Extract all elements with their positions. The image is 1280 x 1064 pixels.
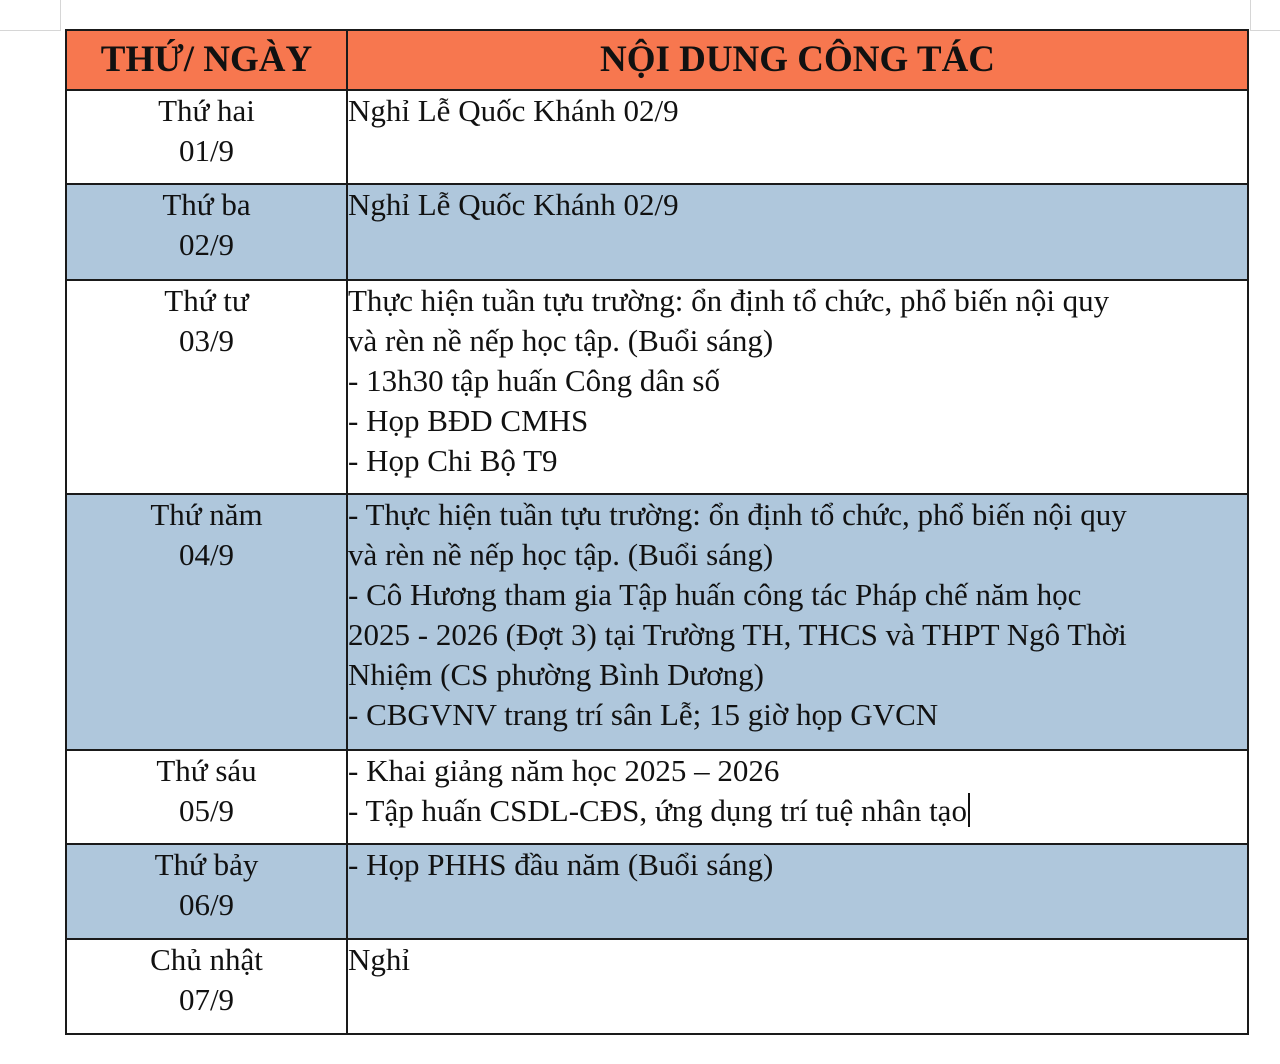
content-line: Nghỉ bbox=[348, 942, 410, 977]
day-cell[interactable] bbox=[66, 184, 347, 280]
day-cell[interactable] bbox=[66, 90, 347, 184]
date-label: 04/9 bbox=[178, 537, 235, 572]
date-label: 05/9 bbox=[178, 793, 235, 828]
content-line: và rèn nề nếp học tập. (Buổi sáng) bbox=[348, 537, 774, 572]
content-line: Nhiệm (CS phường Bình Dương) bbox=[348, 657, 765, 692]
weekday-label: Thứ sáu bbox=[156, 753, 257, 788]
date-label: 03/9 bbox=[178, 323, 235, 358]
content-line: - Khai giảng năm học 2025 – 2026 bbox=[348, 753, 780, 788]
table-header-row bbox=[66, 30, 1248, 90]
content-cell[interactable] bbox=[347, 280, 1248, 494]
content-line: - Cô Hương tham gia Tập huấn công tác Pháp chế năm học bbox=[348, 577, 1082, 612]
day-cell[interactable] bbox=[66, 939, 347, 1034]
content-line: - Họp PHHS đầu năm (Buổi sáng) bbox=[348, 847, 774, 882]
day-cell[interactable] bbox=[66, 280, 347, 494]
content-line: - Họp Chi Bộ T9 bbox=[348, 443, 558, 478]
content-cell[interactable] bbox=[347, 750, 1248, 844]
page-margin-guide-right bbox=[1250, 0, 1280, 31]
weekday-label: Chủ nhật bbox=[150, 942, 263, 977]
content-line: - Họp BĐD CMHS bbox=[348, 403, 589, 438]
content-line: Nghỉ Lễ Quốc Khánh 02/9 bbox=[348, 93, 679, 128]
table-row bbox=[66, 90, 1248, 184]
content-cell[interactable] bbox=[347, 494, 1248, 750]
table-row bbox=[66, 750, 1248, 844]
table-row bbox=[66, 494, 1248, 750]
content-line: Nghỉ Lễ Quốc Khánh 02/9 bbox=[348, 187, 679, 222]
content-cell[interactable] bbox=[347, 184, 1248, 280]
content-cell[interactable] bbox=[347, 90, 1248, 184]
date-label: 02/9 bbox=[178, 227, 235, 262]
day-cell[interactable] bbox=[66, 750, 347, 844]
table-row bbox=[66, 844, 1248, 939]
weekday-label: Thứ tư bbox=[164, 283, 249, 318]
content-line: - Tập huấn CSDL-CĐS, ứng dụng trí tuệ nhân tạo bbox=[348, 793, 967, 828]
day-cell[interactable] bbox=[66, 844, 347, 939]
weekday-label: Thứ ba bbox=[162, 187, 251, 222]
content-line: - 13h30 tập huấn Công dân số bbox=[348, 363, 720, 398]
weekday-label: Thứ bảy bbox=[154, 847, 259, 882]
content-line: Thực hiện tuần tựu trường: ổn định tổ chức, phổ biến nội quy bbox=[348, 283, 1110, 318]
date-label: 01/9 bbox=[178, 133, 235, 168]
weekday-label: Thứ hai bbox=[158, 93, 255, 128]
date-label: 06/9 bbox=[178, 887, 235, 922]
day-cell[interactable] bbox=[66, 494, 347, 750]
content-line: 2025 - 2026 (Đợt 3) tại Trường TH, THCS và THPT Ngô Thời bbox=[348, 617, 1127, 652]
page-margin-guide-left bbox=[0, 0, 61, 31]
content-line: - CBGVNV trang trí sân Lễ; 15 giờ họp GVCN bbox=[348, 697, 939, 732]
content-line-with-caret bbox=[348, 791, 1247, 831]
content-cell[interactable] bbox=[347, 939, 1248, 1034]
content-line: - Thực hiện tuần tựu trường: ổn định tổ chức, phổ biến nội quy bbox=[348, 497, 1127, 532]
text-cursor bbox=[968, 793, 970, 827]
table-row bbox=[66, 939, 1248, 1034]
content-cell[interactable] bbox=[347, 844, 1248, 939]
header-content-column: NỘI DUNG CÔNG TÁC bbox=[347, 30, 1248, 90]
weekday-label: Thứ năm bbox=[150, 497, 263, 532]
content-line: và rèn nề nếp học tập. (Buổi sáng) bbox=[348, 323, 774, 358]
table-row bbox=[66, 280, 1248, 494]
date-label: 07/9 bbox=[178, 982, 235, 1017]
weekly-schedule-table bbox=[65, 29, 1249, 1035]
header-day-column: THỨ/ NGÀY bbox=[66, 30, 347, 90]
table-row bbox=[66, 184, 1248, 280]
